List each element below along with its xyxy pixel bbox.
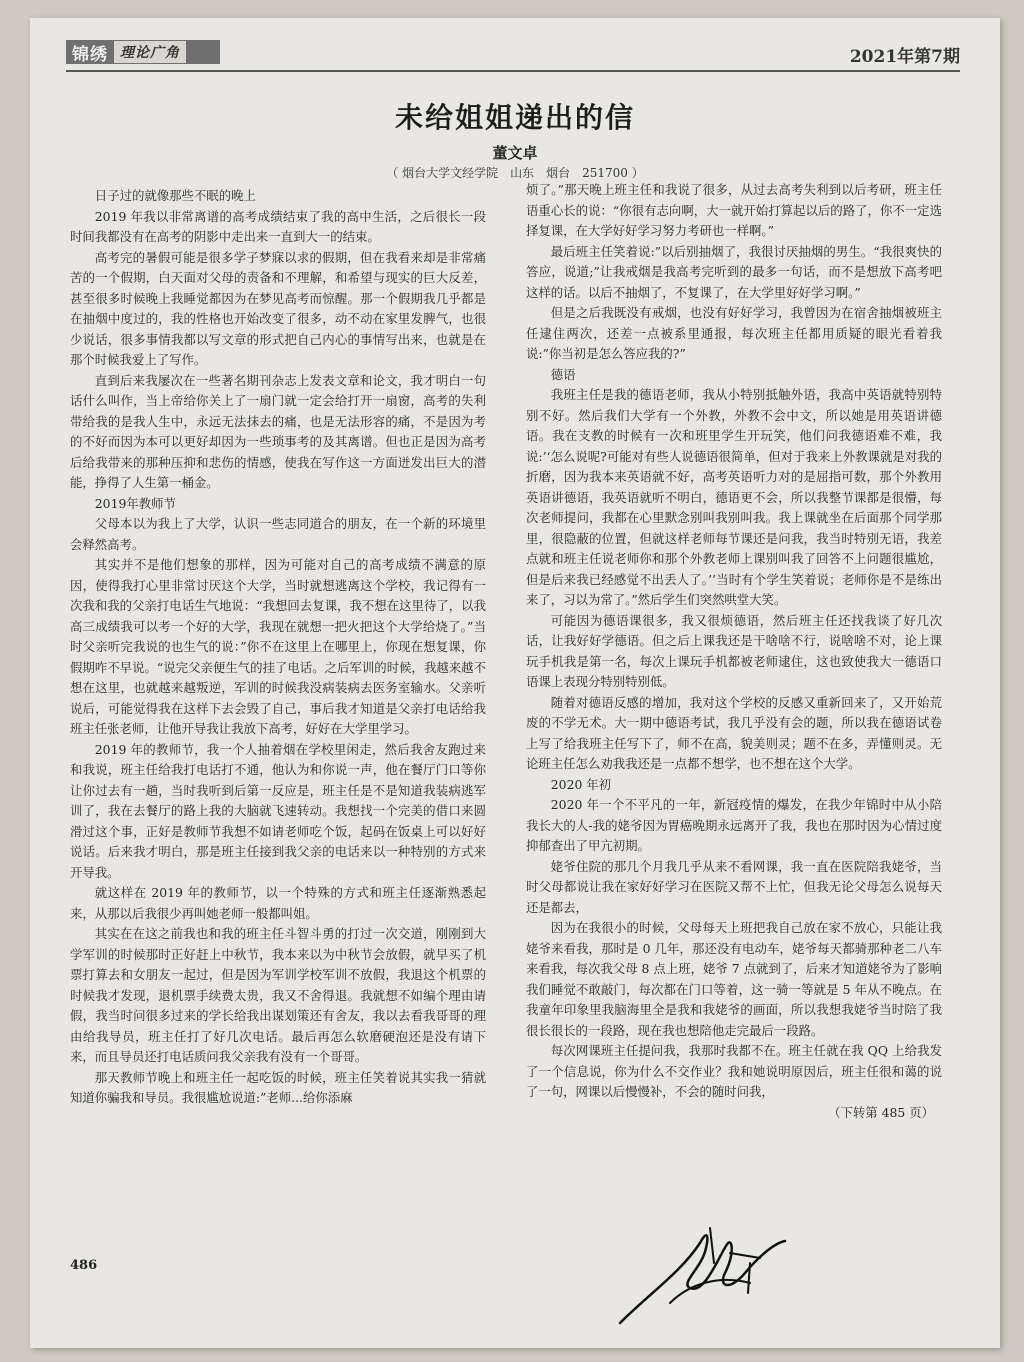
paragraph: 我班主任是我的德语老师，我从小特别抵触外语，我高中英语就特别特别不好。然后我们大学有一个外教，外教不会中文，所以她是用英语讲德语。我在支教的时候有一次和班里学生开玩笑，他们问我德语难不难，我说:’‘怎么说呢?可能对有些人说德语很简单，但对于我来上外教课就是对我的折磨，因为我本来英语就不好，高考英语听力对的是屈指可数，那个外教用英语讲德语，我英语就听不明白，德语更不会，所以我整节课都是很懵，每次老师提问，我都在心里默念别叫我别叫我。我上课就坐在后面那个同学那里，很隐蔽的位置，但就这样老师每节课还是问我，我当时特别无语，我差点就和班主任说老师你和那个外教老师上课别叫我了回答不上问题很尴尬，但是后来我已经感觉不出丢人了。’’当时有个学生笑着说；老师你是不是练出来了，习以为常了。”然后学生们突然哄堂大笑。 xyxy=(526,387,942,607)
column-name: 理论广角 xyxy=(114,41,186,63)
column-header xyxy=(66,40,220,64)
paragraph: 因为在我很小的时候，父母每天上班把我自己放在家不放心，只能让我姥爷来看我，那时是 0 几年，那还没有电动车，姥爷每天都骑那种老二八车来看我，每次我父母 8 点上班，姥爷 7 点就到了，后来才知道姥爷为了影响我们睡觉不敢敲门，每次都在门口等着，这一骑一等就是 5 年从不晚点。在我童年印象里我脑海里全是我和我姥爷的画面，所以我想我姥爷当时陪了我很长很长的一段路，现在我也想陪他走完最后一段路。 xyxy=(526,920,942,1038)
paragraph: 2019 年我以非常离谱的高考成绩结束了我的高中生活，之后很长一段时间我都没有在高考的阴影中走出来一直到大一的结束。 xyxy=(70,208,486,244)
paragraph: 2019 年的教师节，我一个人抽着烟在学校里闲走，然后我舍友跑过来和我说，班主任给我打电话打不通，他认为和你说一声，他在餐厅门口等你让你过去有一趟，当时我听到后第一反应是，班主任是不是知道我装病逃军训了，我在去餐厅的路上我的大脑就飞速转动。我想找一个完美的借口来圆滑过这个事，正好是教师节我想不如请老师吃个饭，起码在饭桌上可以好好说话。后来我才明白，那是班主任接到我父亲的电话来以一种特别的方式来开导我。 xyxy=(70,741,486,880)
paragraph: 最后班主任笑着说:”以后别抽烟了，我很讨厌抽烟的男生。“我很爽快的答应，说道;”让我戒烟是我高考完听到的最多一句话，而不是想放下高考吧这样的话。以后不抽烟了，不复课了，在大学里好好学习啊。” xyxy=(526,243,942,300)
left-text-column xyxy=(70,186,486,1109)
paragraph: 但是之后我既没有戒烟，也没有好好学习，我曾因为在宿舍抽烟被班主任逮住两次，还差一点被系里通报，每次班主任都用质疑的眼光看着我说:”你当初是怎么答应我的?” xyxy=(526,305,942,361)
article-title: 未给姐姐递出的信 xyxy=(394,101,635,134)
section-heading: 日子过的就像那些不眠的晚上 xyxy=(94,188,256,203)
section-heading: 2020 年初 xyxy=(550,776,612,792)
page-number: 486 xyxy=(70,1258,98,1273)
section-heading: 2019年教师节 xyxy=(94,495,176,511)
paragraph: 高考完的暑假可能是很多学子梦寐以求的假期，但在我看来却是非常痛苦的一个假期，白天面对父母的责备和不理解，和希望与现实的巨大反差，甚至很多时候晚上我睡觉都因为在梦见高考而惊醒。那一个假期我几乎都是在抽烟中度过的，我的性格也开始改变了很多，动不动在家里发脾气，也很少说话，很多事情我都以写文章的形式把自己内心的事情写出来，也就是在那个时候我爱上了写作。 xyxy=(70,249,486,367)
author-affiliation: （ 烟台大学文经学院 山东 烟台 251700 ） xyxy=(386,166,644,180)
paragraph: 随着对德语反感的增加，我对这个学校的反感又重新回来了，又开始荒废的不学无术。大一期中德语考试，我几乎没有会的题，所以我在德语试卷上写了给我班主任写下了，师不在高，貌美则灵；题不在多，弄懂则灵。无论班主任怎么劝我我还是一点都不想学，也不想在这个大学。 xyxy=(526,694,942,771)
paragraph: 可能因为德语课很多，我又很烦德语，然后班主任还找我谈了好几次话，让我好好学德语。但之后上课我还是干啥啥不行，说啥啥不对，论上课玩手机我是第一名，每次上课玩手机都被老师逮住，这也致使我大一德语口语课上表现分特别特别低。 xyxy=(526,612,942,689)
section-heading: 德语 xyxy=(550,366,576,382)
paragraph: 那天教师节晚上和班主任一起吃饭的时候，班主任笑着说其实我一猜就知道你骗我和导员。我很尴尬说道:”老师...给你添麻 xyxy=(70,1069,486,1105)
magazine-brand: 锦绣 xyxy=(72,44,108,65)
paragraph: 直到后来我屡次在一些著名期刊杂志上发表文章和论文，我才明白一句话什么叫作，当上帝给你关上了一扇门就一定会给打开一扇窗，高考的失利带给我的是我人生中，永远无法抹去的痛，也是无法形容的痛，不是因为考的不好而因为本可以更好却因为一些琐事考的及其离谱。但也正是因为高考后给我带来的那种压抑和悲伤的情感，使我在写作这一方面迸发出巨大的潜能，挣得了人生第一桶金。 xyxy=(70,372,486,490)
paragraph: 2020 年一个不平凡的一年，新冠疫情的爆发，在我少年锦时中从小陪我长大的人-我的姥爷因为胃癌晚期永远离开了我，我也在那时因为心情过度抑郁查出了甲亢初期。 xyxy=(526,797,942,853)
paragraph: 父母本以为我上了大学，认识一些志同道合的朋友，在一个新的环境里会释然高考。 xyxy=(70,516,486,552)
paragraph: 其实在在这之前我也和我的班主任斗智斗勇的打过一次交道，刚刚到大学军训的时候那时正好赶上中秋节，我本来以为中秋节会放假，就早买了机票打算去和女朋友一起过，但是因为军训学校军训不放假，我退这个机票的时候我才发现，退机票手续费太贵，我又不舍得退。我就想不如编个理由请假，我当时问很多过来的学长给我出谋划策还有舍友，我以去看我哥哥的理由给我导员，班主任打了好几次电话。最后再怎么软磨硬泡还是没有请下来，而且导员还打电话质问我父亲我有没有一个哥哥。 xyxy=(70,926,486,1064)
paragraph: 姥爷住院的那几个月我几乎从来不看网课，我一直在医院陪我姥爷，当时父母都说让我在家好好学习在医院又帮不上忙，但我无论父母怎么说每天还是都去， xyxy=(526,858,942,915)
paragraph: 烦了。”那天晚上班主任和我说了很多，从过去高考失利到以后考研，班主任语重心长的说：“你很有志向啊，大一就开始打算起以后的路了，你不一定选择复课，在大学好好学习努力考研也一样啊。” xyxy=(526,182,942,238)
paragraph: 就这样在 2019 年的教师节，以一个特殊的方式和班主任逐渐熟悉起来，从那以后我很少再叫她老师一般都叫姐。 xyxy=(70,885,486,921)
paragraph: 每次网课班主任提问我，我那时我都不在。班主任就在我 QQ 上给我发了一个信息说，你为什么不交作业？我和她说明原因后，班主任很和蔼的说了一句，网课以后慢慢补，不会的随时问我， xyxy=(526,1043,942,1099)
paragraph: 其实并不是他们想象的那样，因为可能对自己的高考成绩不满意的原因，使得我打心里非常讨厌这个大学，当时就想逃离这个学校，我记得有一次我和我的父亲打电话生气地说：“我想回去复课，我不想在这里待了，以我高三成绩我可以考一个好的大学，我现在就想一把火把这个大学给烧了。”当时父亲听完我说的也生气的说：”你不在这里上在哪里上，你现在想复课，你假期咋不早说。“说完父亲便生气的挂了电话。之后军训的时候，我越来越不想在这里，也就越来越叛逆，军训的时候我没病装病去医务室输水。父亲听说后，可能觉得我在这样下去会毁了自己，事后我才知道是父亲打电话给我班主任张老师，让他开导我让我放下高考，好好在大学里学习。 xyxy=(70,557,486,736)
continued-note: （下转第 485 页） xyxy=(828,1104,934,1120)
header-rule xyxy=(66,70,960,72)
article-author: 董文卓 xyxy=(492,144,538,162)
magazine-page xyxy=(30,18,1000,1348)
right-text-column xyxy=(526,180,942,1123)
handwritten-signature xyxy=(610,1213,800,1337)
issue-label: 2021年第7期 xyxy=(849,47,960,67)
